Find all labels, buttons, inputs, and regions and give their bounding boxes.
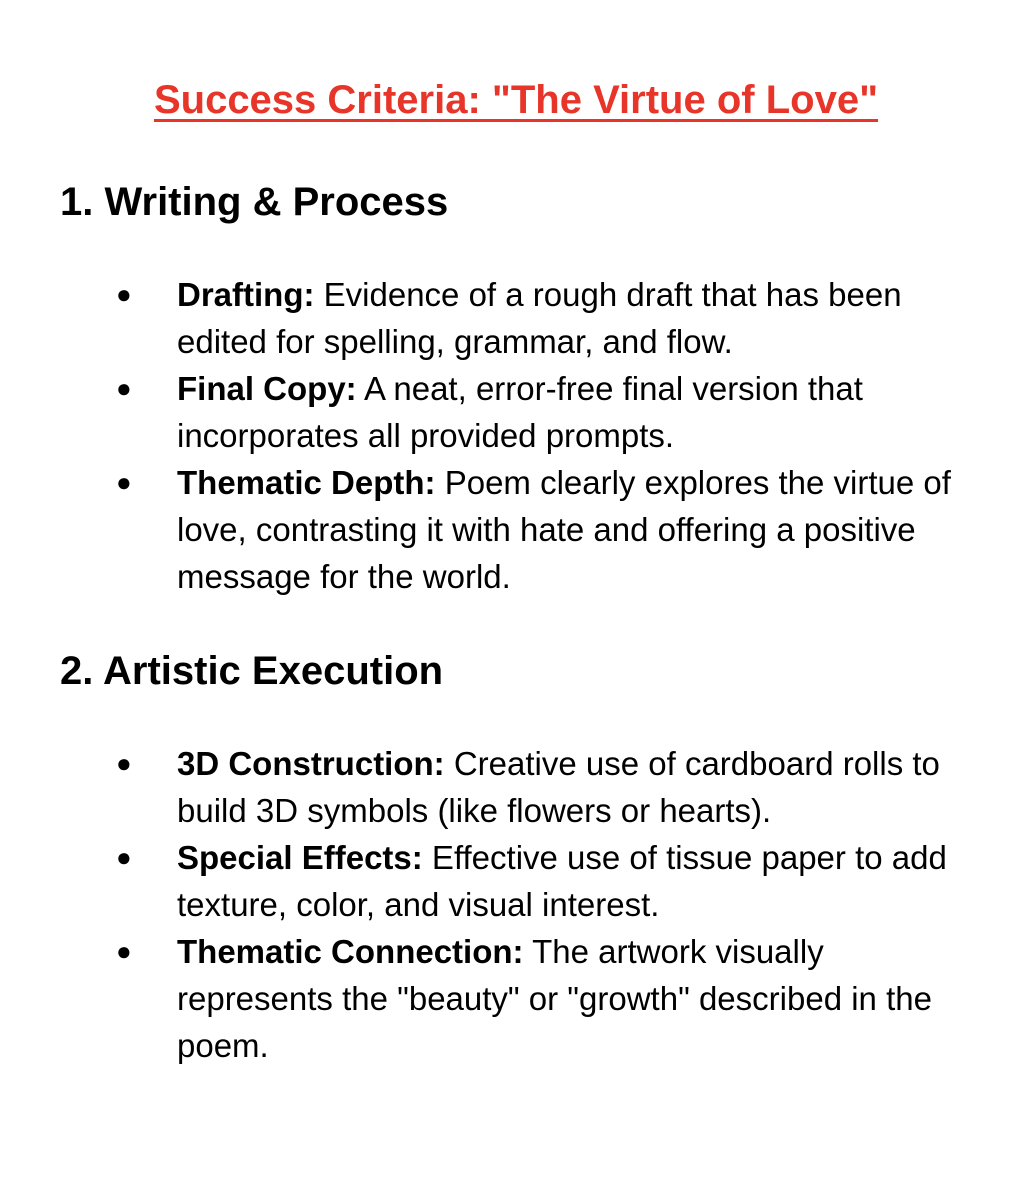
criteria-description: Poem clearly explores the virtue of love, contrasting it with hate and offering a positive message for the world. (177, 464, 951, 595)
criteria-item (0, 740, 1032, 834)
criteria-description: Evidence of a rough draft that has been edited for spelling, grammar, and flow. (177, 276, 902, 360)
criteria-item (0, 365, 1032, 459)
bullet-icon: ● (116, 936, 132, 966)
criteria-term: Special Effects: (177, 839, 423, 876)
criteria-description: Effective use of tissue paper to add texture, color, and visual interest. (177, 839, 947, 923)
criteria-item (0, 271, 1032, 365)
criteria-item (0, 459, 1032, 600)
criteria-term: Final Copy: (177, 370, 357, 407)
criteria-list (0, 740, 1032, 1069)
document-title: Success Criteria: "The Virtue of Love" (153, 78, 879, 122)
criteria-description: The artwork visually represents the "beauty" or "growth" described in the poem. (177, 933, 932, 1064)
bullet-icon: ● (116, 373, 132, 403)
criteria-item (0, 928, 1032, 1069)
criteria-term: Thematic Connection: (177, 933, 524, 970)
criteria-item (0, 834, 1032, 928)
bullet-icon: ● (116, 467, 132, 497)
section-heading: 1. Writing & Process (60, 180, 449, 224)
criteria-term: Drafting: (177, 276, 315, 313)
bullet-icon: ● (116, 842, 132, 872)
criteria-list (0, 271, 1032, 600)
criteria-description: Creative use of cardboard rolls to build 3D symbols (like flowers or hearts). (177, 745, 940, 829)
criteria-term: Thematic Depth: (177, 464, 436, 501)
criteria-term: 3D Construction: (177, 745, 445, 782)
criteria-description: A neat, error-free final version that incorporates all provided prompts. (177, 370, 863, 454)
section-heading: 2. Artistic Execution (60, 649, 444, 693)
bullet-icon: ● (116, 748, 132, 778)
bullet-icon: ● (116, 279, 132, 309)
